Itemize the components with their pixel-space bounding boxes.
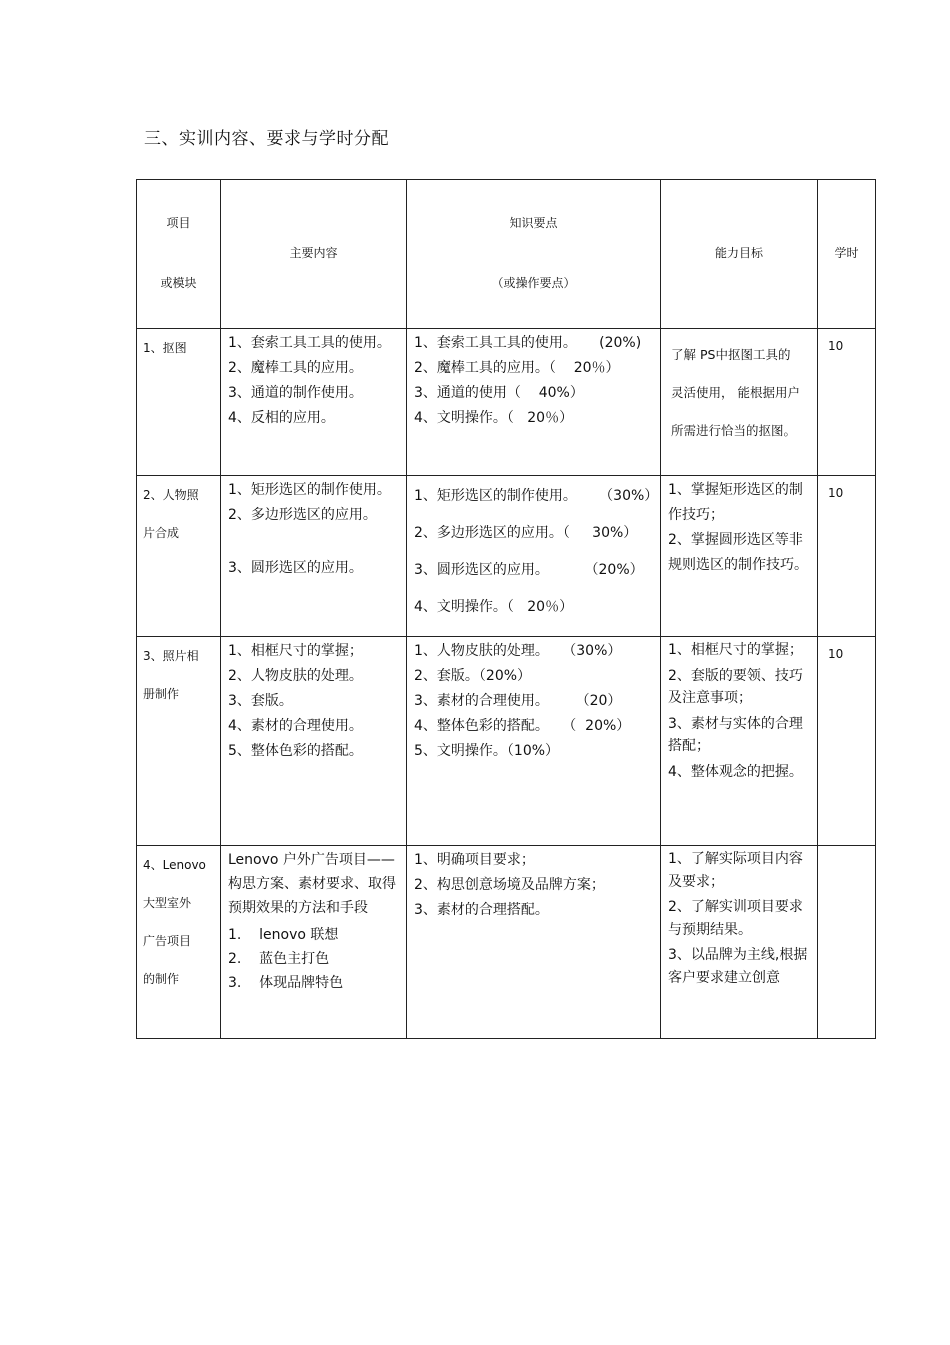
table-row <box>137 637 876 846</box>
header-hours: 学时 <box>818 180 876 329</box>
knowledge-cell: 1、套索工具工具的使用。 (20%) 2、魔棒工具的应用。（ 20％） 3、通道的使用（ 40%） 4、文明操作。（ 20％） <box>407 329 661 476</box>
training-plan-table <box>136 179 876 1039</box>
header-content: 主要内容 <box>221 180 407 329</box>
table-row <box>137 329 876 476</box>
section-heading: 三、实训内容、要求与学时分配 <box>144 129 389 149</box>
header-ability: 能力目标 <box>661 180 818 329</box>
header-project-line2: 或模块 <box>160 276 197 290</box>
table-header-row <box>137 180 876 329</box>
project-cell: 2、人物照 片合成 <box>137 476 221 637</box>
hours-cell: 10 <box>818 329 876 476</box>
header-project-line1: 项目 <box>166 216 191 230</box>
project-cell: 4、Lenovo 大型室外 广告项目 的制作 <box>137 846 221 1039</box>
ability-cell: 1、掌握矩形选区的制作技巧； 2、掌握圆形选区等非规则选区的制作技巧。 <box>661 476 818 637</box>
project-cell: 3、照片相 册制作 <box>137 637 221 846</box>
knowledge-cell: 1、人物皮肤的处理。 （30%） 2、套版。（20%） 3、素材的合理使用。 （20） 4、整体色彩的搭配。 （ 20%） 5、文明操作。（10%） <box>407 637 661 846</box>
table-row <box>137 476 876 637</box>
hours-cell: 10 <box>818 476 876 637</box>
table-row <box>137 846 876 1039</box>
project-cell: 1、抠图 <box>137 329 221 476</box>
ability-cell: 了解 PS中抠图工具的 灵活使用， 能根据用户 所需进行恰当的抠图。 <box>661 329 818 476</box>
content-cell: 1、套索工具工具的使用。 2、魔棒工具的应用。 3、通道的制作使用。 4、反相的应用。 <box>221 329 407 476</box>
hours-cell: 10 <box>818 637 876 846</box>
header-knowledge: 知识要点 （或操作要点） <box>407 180 661 329</box>
knowledge-cell: 1、明确项目要求； 2、构思创意场境及品牌方案； 3、素材的合理搭配。 <box>407 846 661 1039</box>
content-cell: Lenovo 户外广告项目——构思方案、素材要求、取得预期效果的方法和手段 1. lenovo 联想 2. 蓝色主打色 3. 体现品牌特色 <box>221 846 407 1039</box>
header-project <box>137 180 221 329</box>
ability-cell: 1、相框尺寸的掌握； 2、套版的要领、技巧及注意事项； 3、素材与实体的合理搭配； 4、整体观念的把握。 <box>661 637 818 846</box>
content-cell: 1、矩形选区的制作使用。 2、多边形选区的应用。 3、圆形选区的应用。 <box>221 476 407 637</box>
ability-cell: 1、了解实际项目内容及要求； 2、了解实训项目要求与预期结果。 3、以品牌为主线,根据客户要求建立创意 <box>661 846 818 1039</box>
content-cell: 1、相框尺寸的掌握； 2、人物皮肤的处理。 3、套版。 4、素材的合理使用。 5、整体色彩的搭配。 <box>221 637 407 846</box>
hours-cell <box>818 846 876 1039</box>
knowledge-cell: 1、矩形选区的制作使用。 （30%） 2、多边形选区的应用。（ 30%） 3、圆形选区的应用。 （20%） 4、文明操作。（ 20％） <box>407 476 661 637</box>
